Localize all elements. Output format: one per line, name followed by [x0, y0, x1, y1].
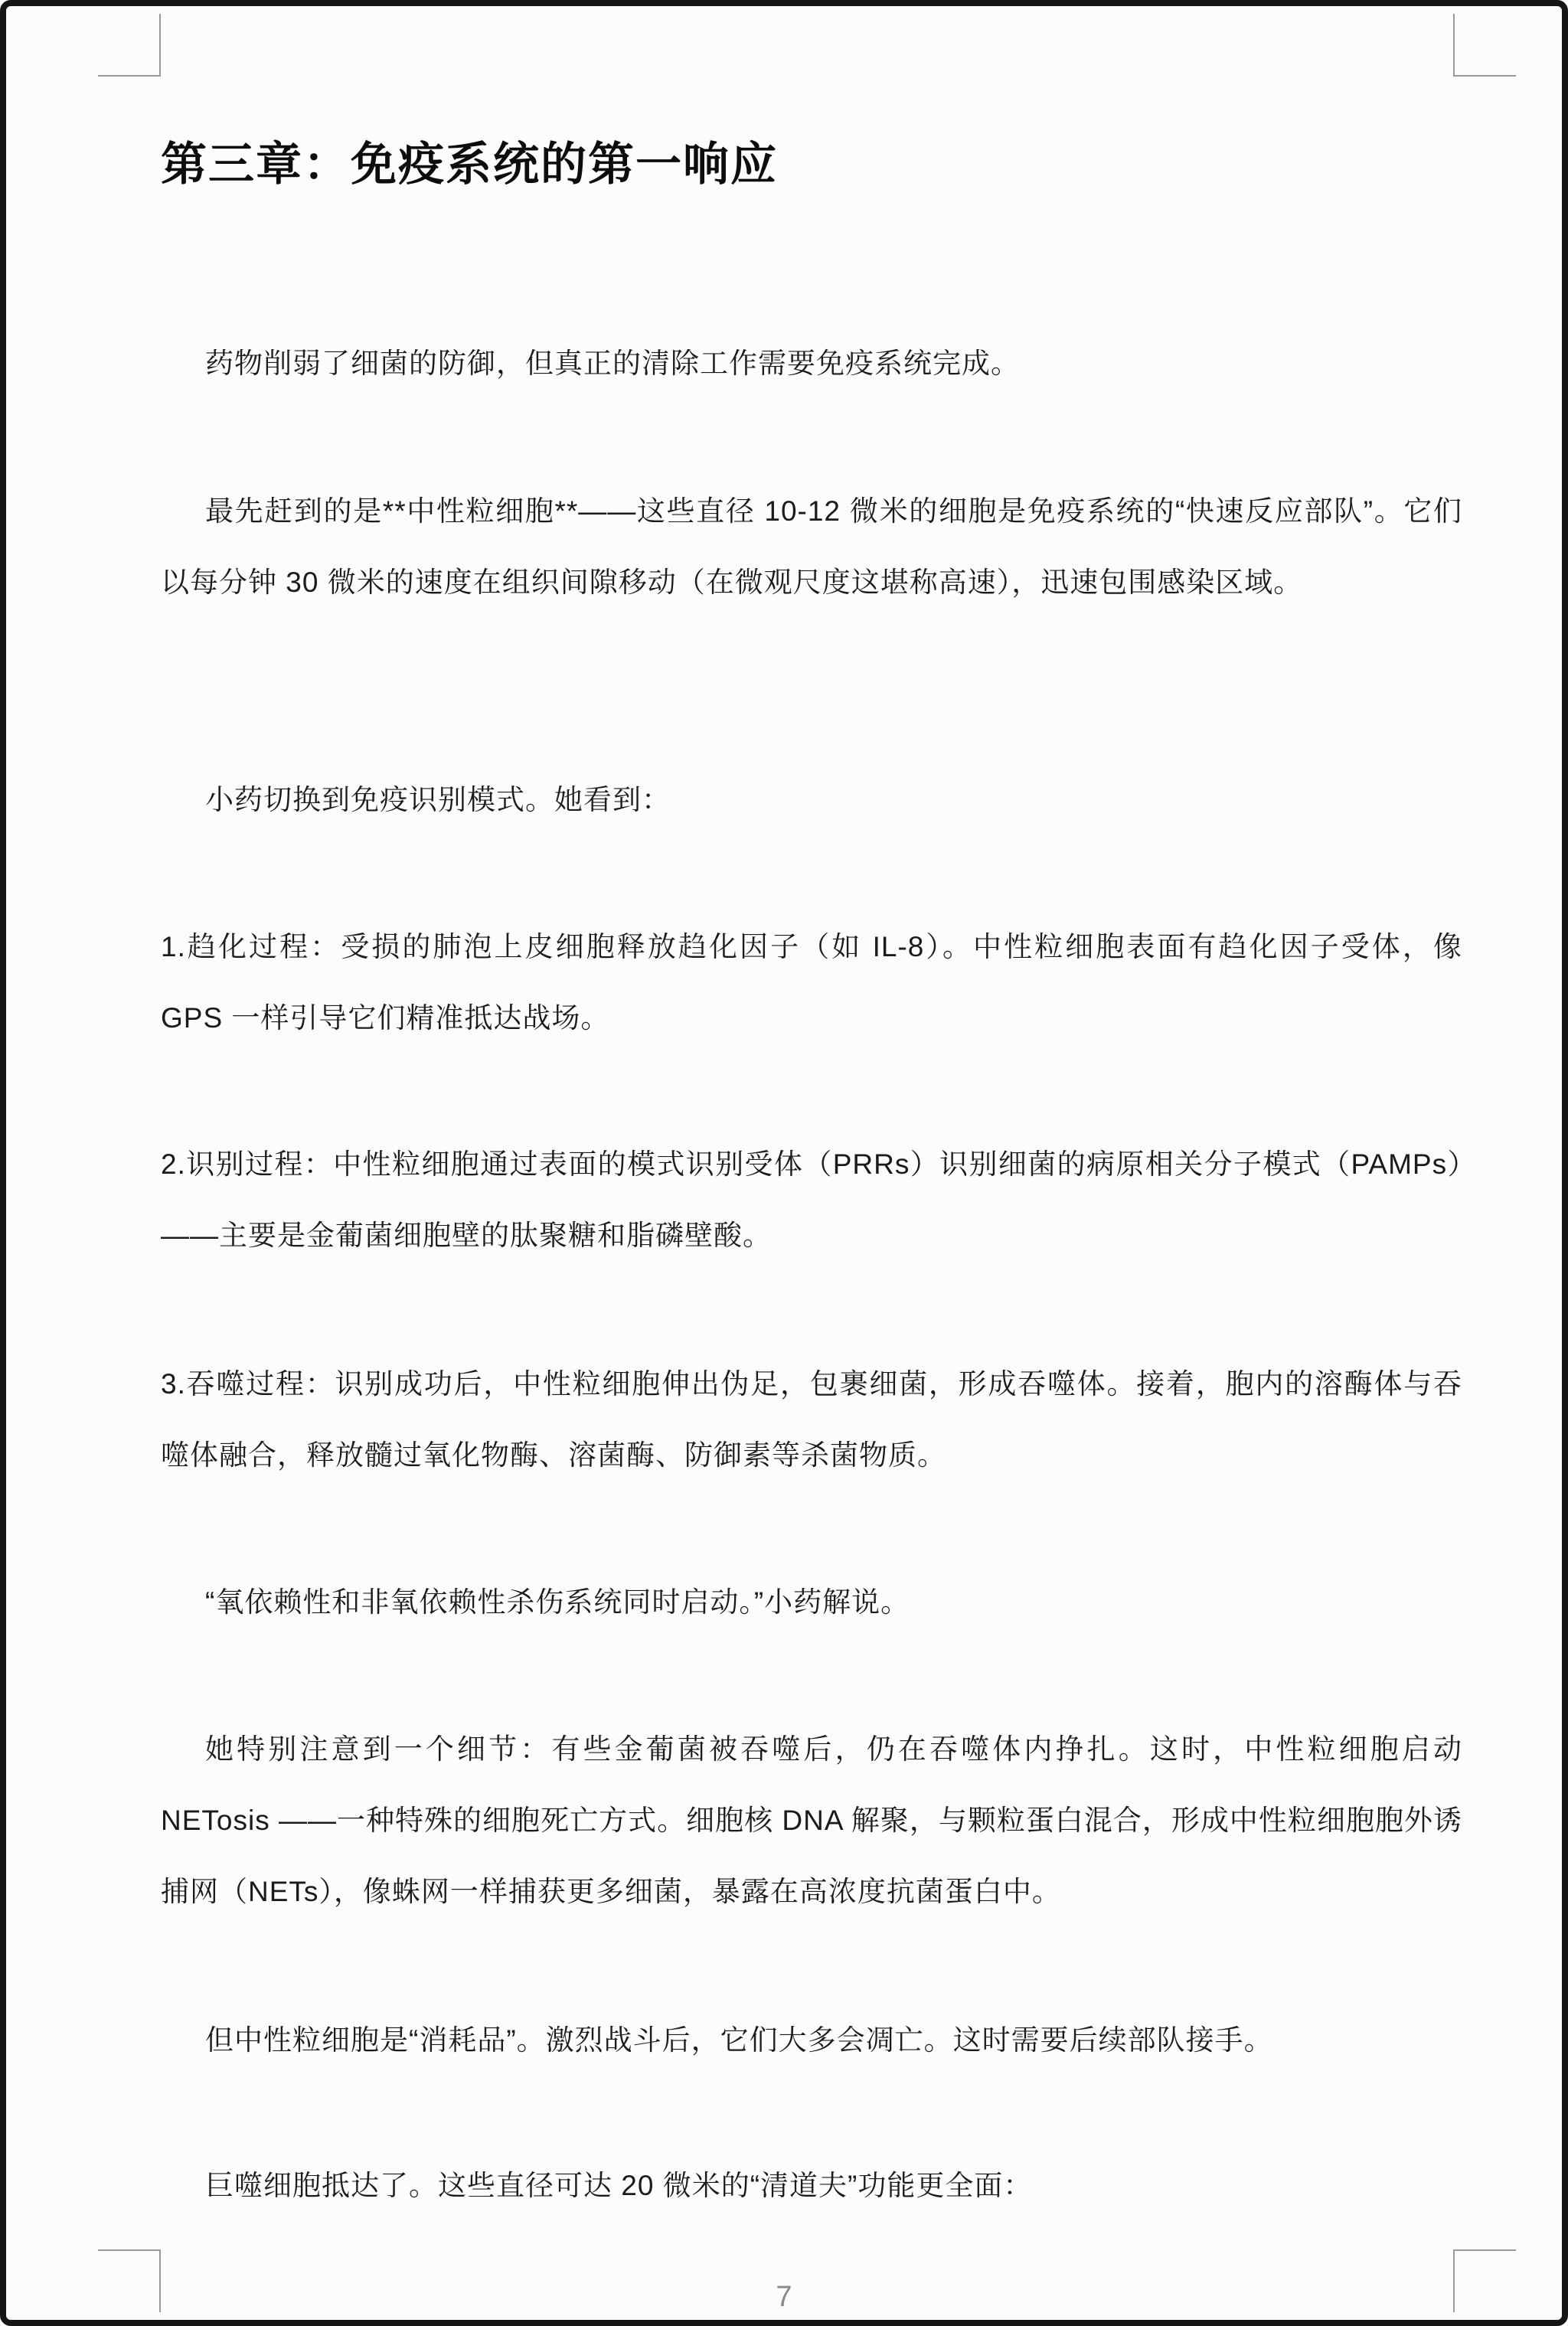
chapter-title: 第三章：免疫系统的第一响应: [161, 139, 778, 190]
paragraph-intro: 药物削弱了细菌的防御，但真正的清除工作需要免疫系统完成。: [205, 348, 1020, 379]
paragraph-mode-switch: 小药切换到免疫识别模式。她看到：: [205, 784, 671, 815]
paragraph-consumables: 但中性粒细胞是“消耗品”。激烈战斗后，它们大多会凋亡。这时需要后续部队接手。: [205, 2024, 1273, 2056]
corner-mark-top-left: [98, 14, 161, 77]
corner-mark-top-right: [1453, 14, 1516, 77]
paragraph-neutrophils: 最先赶到的是**中性粒细胞**——这些直径 10-12 微米的细胞是免疫系统的“快速反应部队”。它们以每分钟 30 微米的速度在组织间隙移动（在微观尺度这堪称高速），迅速包围感染区域。: [161, 495, 1462, 598]
page-number: 7: [776, 2281, 792, 2313]
list-item-phagocytosis: 3.吞噬过程：识别成功后，中性粒细胞伸出伪足，包裹细菌，形成吞噬体。接着，胞内的溶酶体与吞噬体融合，释放髓过氧化物酶、溶菌酶、防御素等杀菌物质。: [161, 1368, 1462, 1471]
list-item-chemotaxis: 1.趋化过程：受损的肺泡上皮细胞释放趋化因子（如 IL-8）。中性粒细胞表面有趋化因子受体，像 GPS 一样引导它们精准抵达战场。: [161, 931, 1462, 1034]
paragraph-netosis: 她特别注意到一个细节：有些金葡菌被吞噬后，仍在吞噬体内挣扎。这时，中性粒细胞启动 NETosis ——一种特殊的细胞死亡方式。细胞核 DNA 解聚，与颗粒蛋白混合，形成中性粒细胞胞外诱捕网（NETs），像蛛网一样捕获更多细菌，暴露在高浓度抗菌蛋白中。: [161, 1733, 1462, 1907]
paragraph-macrophages: 巨噬细胞抵达了。这些直径可达 20 微米的“清道夫”功能更全面：: [205, 2170, 1033, 2201]
paragraph-quote: “氧依赖性和非氧依赖性杀伤系统同时启动。”小药解说。: [205, 1586, 910, 1618]
corner-mark-bottom-right: [1453, 2249, 1516, 2312]
list-item-recognition: 2.识别过程：中性粒细胞通过表面的模式识别受体（PRRs）识别细菌的病原相关分子模式（PAMPs）——主要是金葡菌细胞壁的肽聚糖和脂磷壁酸。: [161, 1148, 1462, 1251]
corner-mark-bottom-left: [98, 2249, 161, 2312]
